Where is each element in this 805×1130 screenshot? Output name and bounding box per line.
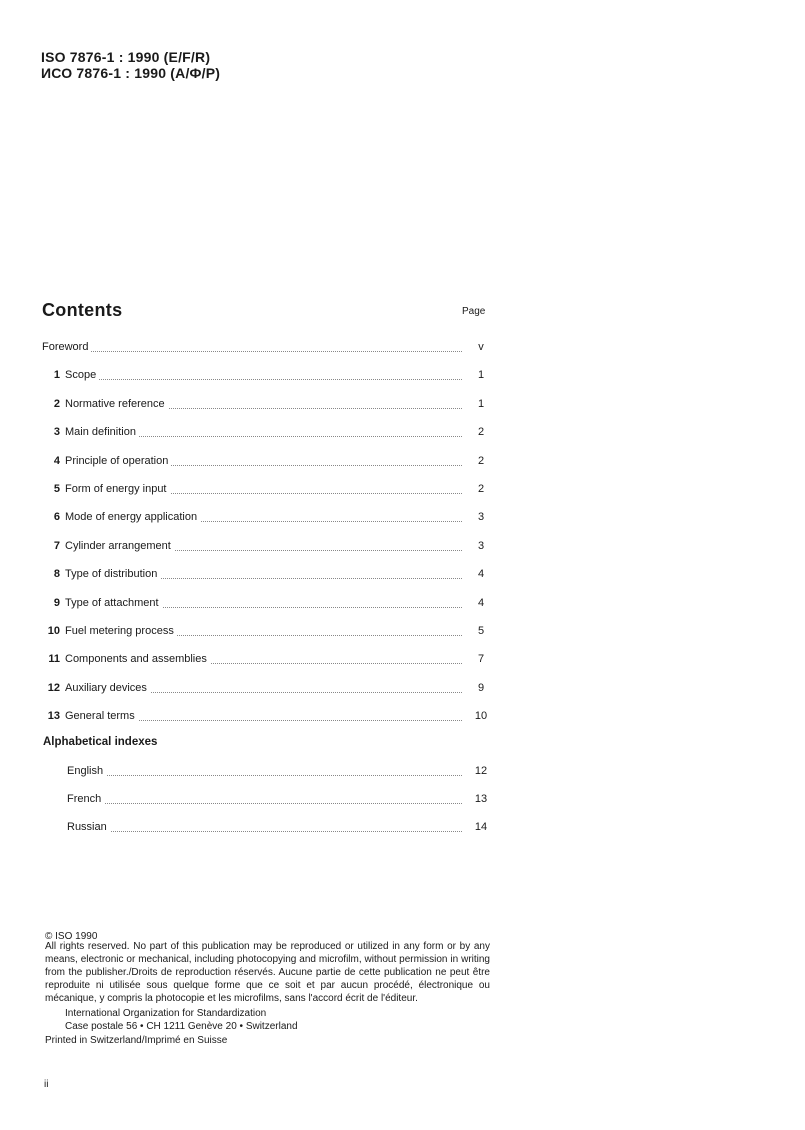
toc-entry [42,680,488,696]
contents-title: Contents [42,300,123,320]
toc-entry-title: Main definition [65,424,139,440]
toc-entry-number: 10 [47,625,60,637]
toc-entry-page: 4 [477,596,485,609]
leader-dots [65,379,462,380]
copyright-line: © ISO 1990 [45,931,98,942]
toc-entry-page: 14 [474,821,488,833]
toc-entry [42,367,488,383]
leader-dots [67,831,462,832]
toc-entry-title: French [67,791,104,807]
toc-entry [42,424,488,440]
toc-entry-number: 1 [53,369,60,382]
toc-entry-title: Russian [67,819,110,835]
toc-entry-page: 2 [477,454,485,467]
leader-dots [42,351,462,352]
toc-entry-title: Scope [65,367,99,383]
toc-entry [42,509,488,525]
toc-entry-number: 2 [53,397,60,410]
page-column-label: Page [462,306,486,317]
toc-entry-title: Cylinder arrangement [65,538,174,554]
toc-entry-number: 9 [53,596,60,609]
alphabetical-indexes-heading: Alphabetical indexes [43,736,158,748]
header-line-english: ISO 7876-1 : 1990 (E/F/R) [41,49,211,65]
toc-entry-number: 12 [47,681,60,694]
document-header [41,49,220,81]
toc-entry-number: 11 [48,653,60,666]
leader-dots [67,775,462,776]
toc-entry [42,595,488,611]
printed-in: Printed in Switzerland/Imprimé en Suisse [45,1035,228,1046]
toc-entry [42,819,488,835]
toc-entry-title: Auxiliary devices [65,680,150,696]
toc-entry-page: v [478,341,484,353]
toc-entry [42,339,488,355]
toc-entry [42,566,488,582]
toc-entry-title: Form of energy input [65,481,170,497]
toc-entry-title: Type of distribution [65,566,160,582]
toc-entry-number: 3 [53,426,60,439]
toc-entry-page: 13 [474,793,488,805]
toc-entry-page: 4 [477,568,485,581]
toc-entry [42,763,488,779]
toc-entry-page: 2 [477,483,485,495]
toc-entry-page: 10 [474,710,488,723]
page-number: ii [44,1079,49,1090]
toc-entry-page: 1 [477,369,485,382]
leader-dots [67,803,462,804]
toc-entry-page: 5 [477,625,485,637]
toc-entry-title: Normative reference [65,396,168,412]
publisher-name: International Organization for Standardization [65,1008,267,1019]
toc-entry [42,708,488,724]
toc-entry [42,623,488,639]
toc-entry [42,651,488,667]
toc-entry-page: 2 [477,426,485,439]
toc-entry-page: 9 [477,681,485,694]
toc-entry-title: Fuel metering process [65,623,177,639]
toc-entry-page: 3 [477,511,485,524]
toc-entry [42,791,488,807]
toc-entry-title: Type of attachment [65,595,162,611]
toc-entry-number: 6 [53,511,60,524]
rights-notice: All rights reserved. No part of this publication may be reproduced or utilized in any form or by any means, electronic or mechanical, including photocopying and microfilm, without permission in writing from the publisher./Droits de reproduction réservés. Aucune partie de cette publication ne peut être reproduite ni utilisée sous quelque forme que ce soit et par aucun procédé, électronique ou mécanique, y compris la photocopie et les microfilms, sans l'accord écrit de l'éditeur. [45,941,490,1004]
publisher-address [65,1007,298,1033]
header-line-russian: ИСО 7876-1 : 1990 (А/Ф/Р) [41,65,221,81]
toc-entry-title: Mode of energy application [65,509,200,525]
publisher-postal: Case postale 56 • CH 1211 Genève 20 • Switzerland [65,1021,298,1032]
toc-entry-number: 7 [53,539,60,552]
toc-entry-title: English [67,763,106,779]
toc-entry-number: 5 [53,483,60,495]
toc-entry-page: 1 [477,397,485,410]
toc-entry-title: General terms [65,708,138,724]
toc-entry-number: 4 [53,454,60,467]
toc-entry [42,538,488,554]
toc-entry-page: 12 [474,765,488,777]
toc-entry [42,481,488,497]
toc-entry-number: 13 [47,710,60,723]
toc-entry-number: 8 [53,568,60,581]
toc-entry-page: 3 [477,539,485,552]
toc-entry-page: 7 [477,653,485,666]
toc-entry [42,396,488,412]
toc-entry [42,453,488,469]
toc-entry-title: Foreword [42,339,91,355]
toc-entry-title: Components and assemblies [65,651,210,667]
toc-entry-title: Principle of operation [65,453,171,469]
